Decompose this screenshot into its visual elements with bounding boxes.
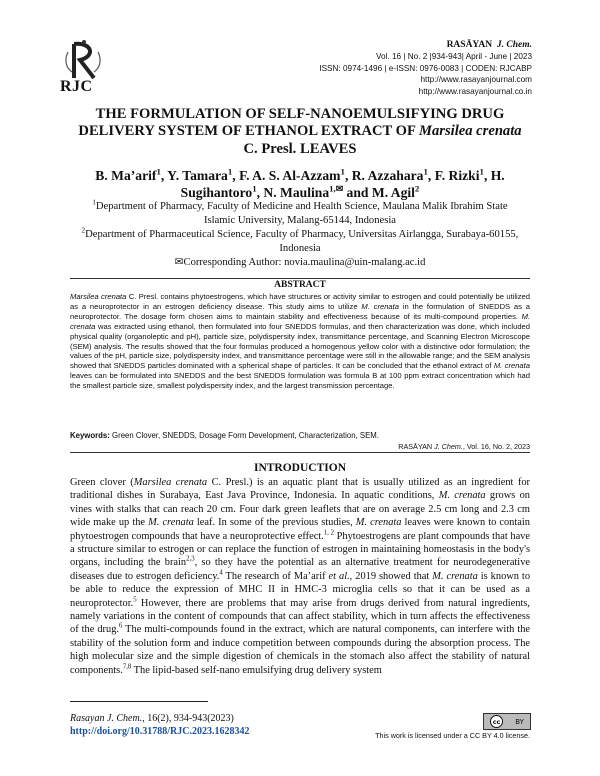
journal-name: RASĀYAN J. Chem. xyxy=(446,40,532,50)
journal-url-2[interactable]: http://www.rasayanjournal.co.in xyxy=(418,86,532,96)
affiliation-2: $^2$Department of Pharmaceutical Science, Faculty of Pharmacy, Universitas Airlangga, Surabaya-60155, Indonesia xyxy=(81,227,519,254)
journal-url-1[interactable]: http://www.rasayanjournal.com xyxy=(420,75,532,85)
footnote-rule xyxy=(70,701,208,702)
abstract-heading: ABSTRACT xyxy=(274,280,326,290)
abstract-bottom-rule xyxy=(70,452,530,453)
by-label: BY xyxy=(515,717,524,726)
volume-line: Vol. 16 | No. 2 |934-943| April - June | 2023 xyxy=(376,52,532,62)
issn-line: ISSN: 0974-1496 | e-ISSN: 0976-0083 | CODEN: RJCABP xyxy=(319,63,532,73)
author-list: B. Ma’arif$^1$, Y. Tamara$^1$, F. A. S. Al-Azzam$^1$, R. Azzahara$^1$, F. Rizki$^1$, H. Sugihantoro$^1$, N. Maulina$^{1,✉}$ and M. Agil$^2$ xyxy=(95,166,505,200)
abstract-body: Marsilea crenata C. Presl. contains phytoestrogens, which have structures or activity similar to estrogen and could potentially be utilized as a neuroprotector in an estrogen deficiency disease. This study aims to utilize M. crenata in the formulation of SNEDDS as a neuroprotector. The dosage form chosen aims to maintain stability and effectiveness because of its multi-compound properties. M. crenata was extracted using ethanol, then formulated into four SNEDDS formulas, and then characterization was done, which included physical quality (organoleptic and pH), particle size, polydispersity index, transmittance percentage, and Scanning Electron Microscope (SEM) analysis. The results showed that the four formulas produced a homogenous yellow color with a distinctive odor formulation; the values of the pH, particle size, polydispersity index, and transmittance percentage were still in the allowable range; and the SEM analysis showed that SNEDDS particles dominated with a spherical shape of particles. It can be concluded that the ethanol extract of M. crenata leaves can be formulated into SNEDDS and the best SNEDDS formulation was formula B at 100 ppm extract concentration which had the smallest particle size, smallest polydispersity index, and the largest transmission percentage. xyxy=(70,292,530,391)
paper-title: THE FORMULATION OF SELF-NANOEMULSIFYING DRUG DELIVERY SYSTEM OF ETHANOL EXTRACT OF Marsilea crenata C. Presl. LEAVES xyxy=(78,106,522,157)
footer-citation: Rasayan J. Chem., 16(2), 934-943(2023) http://doi.org/10.31788/RJC.2023.1628342 xyxy=(70,713,250,737)
doi-link[interactable]: http://doi.org/10.31788/RJC.2023.1628342 xyxy=(70,726,250,737)
abstract-top-rule xyxy=(70,278,530,279)
introduction-body: Green clover (Marsilea crenata C. Presl.) is an aquatic plant that is usually utilized as an ingredient for traditional dishes in Surabaya, East Java Province, Indonesia. In aquatic conditions, M. crenata grows on vines with stalks that can reach 20 cm. Four dark green leaflets that are on average 2.5 cm long and 2.3 cm wide make up the M. crenata leaf. In some of the previous studies, M. crenata leaves were known to contain phytoestrogen compounds that have a neuroprotective effect.$^{1, 2}$ Phytoestrogens are plant compounds that have a structure similar to estrogen or can replace the function of estrogen in maintaining homeostasis in the body's organs, including the brain$^{2,3}$, so they have the potential as an alternative treatment for neurodegenerative diseases due to estrogen deficiency.$^4$ The research of Ma’arif et al., 2019 showed that M. crenata is known to be able to reduce the expression of MHC II in HMC-3 microglia cells so that it can be used as a neuroprotector.$^5$ However, there are problems that may arise from drugs derived from natural ingredients, namely variations in the content of compounds that can affect stability, which in turn affects the effectiveness of the drug.$^6$ The multi-compounds found in the extract, which are natural components, can interfere with the stability of the solution form and induce competition between compounds during the absorption process. The high molecular size and the simple digestion of chemicals in the stomach also affect the stability of natural components.$^{7,8}$ The lipid-based self-nano emulsifying drug delivery system xyxy=(70,477,531,676)
abstract-citation: RASĀYAN J. Chem., Vol. 16, No. 2, 2023 xyxy=(398,442,530,451)
journal-info xyxy=(319,40,532,97)
affiliations xyxy=(80,200,520,270)
introduction-heading: INTRODUCTION xyxy=(253,462,346,474)
envelope-icon: ✉ xyxy=(174,257,184,268)
corresponding-author: ✉Corresponding Author: novia.maulina@uin-malang.ac.id xyxy=(174,257,426,268)
keywords: Keywords: Green Clover, SNEDDS, Dosage Form Development, Characterization, SEM. xyxy=(70,431,379,440)
cc-license-badge[interactable] xyxy=(483,713,531,730)
affiliation-1: $^1$Department of Pharmacy, Faculty of Medicine and Health Science, Maulana Malik Ibrahim State Islamic University, Malang-65144, Indonesia xyxy=(92,199,508,226)
logo-text: RJC xyxy=(60,78,93,95)
license-text: This work is licensed under a CC BY 4.0 license. xyxy=(375,731,530,740)
cc-icon: cc xyxy=(490,715,503,728)
